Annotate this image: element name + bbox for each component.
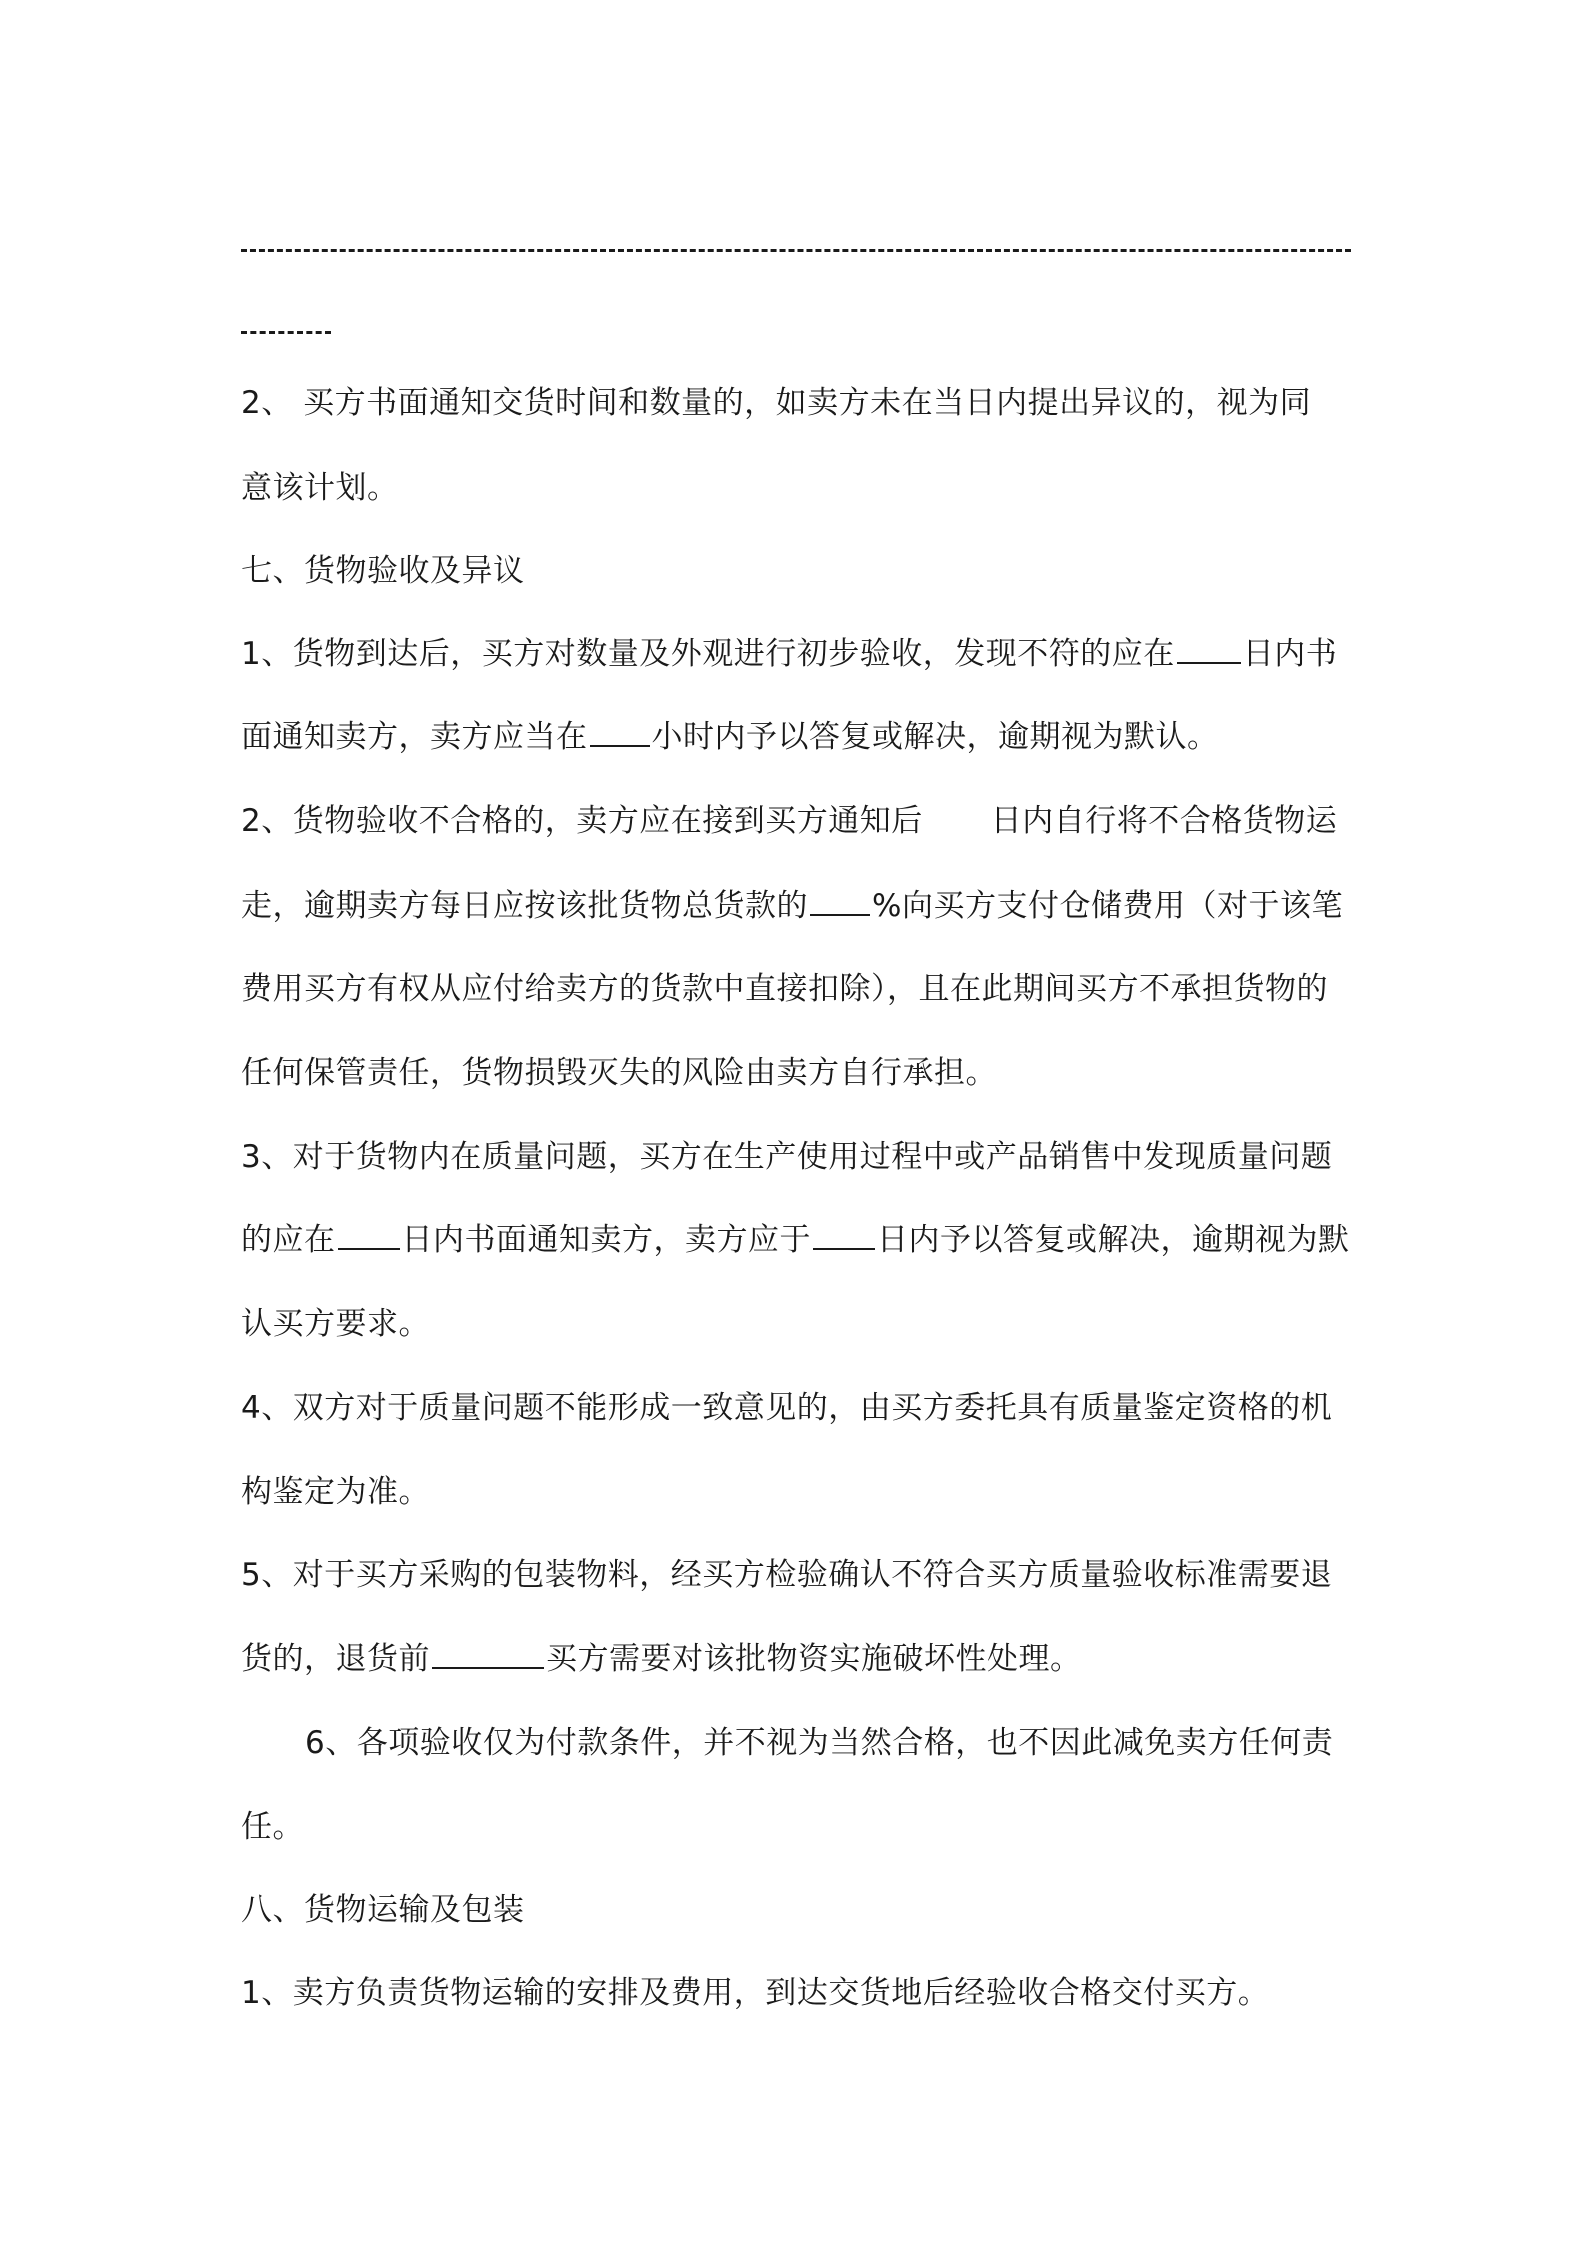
paragraph-line: 3、对于货物内在质量问题，买方在生产使用过程中或产品销售中发现质量问题: [241, 1139, 1333, 1175]
paragraph-line: 走，逾期卖方每日应按该批货物总货款的 %向买方支付仓储费用（对于该笔: [241, 880, 1343, 925]
paragraph-line: 1、卖方负责货物运输的安排及费用，到达交货地后经验收合格交付买方。: [241, 1975, 1270, 2011]
paragraph-line: 意该计划。: [241, 470, 399, 506]
fill-in-blank: [810, 884, 870, 916]
short-underline-rule: [241, 331, 331, 334]
paragraph-line: 的应在 日内书面通知卖方，卖方应于 日内予以答复或解决，逾期视为默: [241, 1214, 1350, 1259]
paragraph-line: 费用买方有权从应付给卖方的货款中直接扣除），且在此期间买方不承担货物的: [241, 971, 1328, 1007]
paragraph-line: 面通知卖方，卖方应当在 小时内予以答复或解决，逾期视为默认。: [241, 711, 1219, 756]
paragraph-line: 认买方要求。: [241, 1306, 430, 1342]
paragraph-line: 2、货物验收不合格的，卖方应在接到买方通知后 日内自行将不合格货物运: [241, 803, 1338, 839]
fill-in-blank: [432, 1637, 544, 1669]
paragraph-line: 4、双方对于质量问题不能形成一致意见的，由买方委托具有质量鉴定资格的机: [241, 1390, 1333, 1426]
paragraph-line: 构鉴定为准。: [241, 1474, 430, 1510]
paragraph-line: 1、货物到达后，买方对数量及外观进行初步验收，发现不符的应在 日内书: [241, 628, 1337, 673]
paragraph-line: 6、各项验收仅为付款条件，并不视为当然合格，也不因此减免卖方任何责: [305, 1725, 1334, 1761]
paragraph-line: 5、对于买方采购的包装物料，经买方检验确认不符合买方质量验收标准需要退: [241, 1557, 1333, 1593]
paragraph-line: 任。: [241, 1809, 304, 1845]
long-underline-rule: [241, 249, 1351, 252]
paragraph-line: 货的，退货前 买方需要对该批物资实施破坏性处理。: [241, 1633, 1082, 1678]
section-heading: 八、货物运输及包装: [241, 1892, 525, 1928]
paragraph-line: 2、 买方书面通知交货时间和数量的，如卖方未在当日内提出异议的，视为同: [241, 385, 1312, 421]
fill-in-blank: [1177, 632, 1241, 664]
fill-in-blank: [813, 1218, 875, 1250]
section-heading: 七、货物验收及异议: [241, 553, 525, 589]
paragraph-line: 任何保管责任，货物损毁灭失的风险由卖方自行承担。: [241, 1055, 997, 1091]
fill-in-blank: [338, 1218, 400, 1250]
fill-in-blank: [590, 715, 650, 747]
